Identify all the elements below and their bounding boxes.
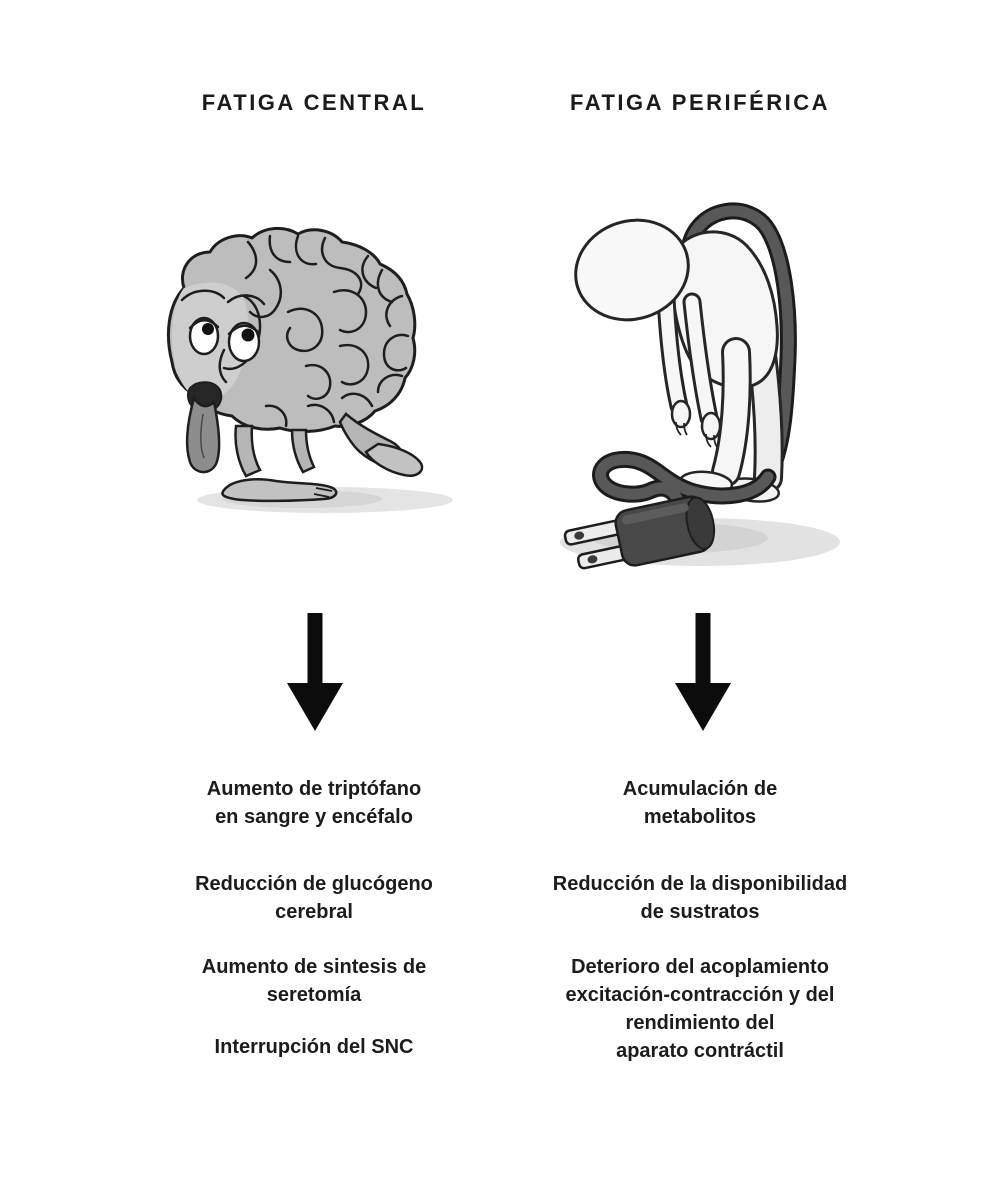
fatigue-cause-item <box>500 775 900 831</box>
item-line: Acumulación de <box>622 778 778 800</box>
column-title-central: FATIGA CENTRAL <box>201 90 427 115</box>
down-arrow-periferica <box>675 613 731 731</box>
brain-mouth-tongue <box>187 382 221 472</box>
item-line: Interrupción del SNC <box>214 1036 414 1058</box>
tired-brain-illustration <box>120 200 500 530</box>
item-line: seretomía <box>266 984 362 1006</box>
fatigue-cause-item <box>118 1033 510 1061</box>
item-line: cerebral <box>275 901 353 923</box>
item-line: rendimiento del <box>625 1012 775 1034</box>
item-line: aparato contráctil <box>616 1040 784 1062</box>
unplugged-figure-illustration <box>540 190 900 590</box>
item-line: excitación-contracción y del <box>565 984 835 1006</box>
item-line: en sangre y encéfalo <box>215 806 413 828</box>
fatigue-cause-item <box>118 953 510 1009</box>
fatigue-cause-item <box>500 953 900 1065</box>
column-title-periferica: FATIGA PERIFÉRICA <box>569 90 831 115</box>
item-line: Aumento de sintesis de <box>201 956 427 978</box>
fatigue-cause-item <box>500 870 900 926</box>
item-line: metabolitos <box>643 806 757 828</box>
item-line: Reducción de glucógeno <box>195 873 433 895</box>
item-line: Deterioro del acoplamiento <box>571 956 829 978</box>
fatigue-cause-item <box>118 775 510 831</box>
item-line: Aumento de triptófano <box>206 778 422 800</box>
item-line: Reducción de la disponibilidad <box>552 873 848 895</box>
item-line: de sustratos <box>640 901 760 923</box>
down-arrow-central <box>287 613 343 731</box>
fatigue-cause-item <box>118 870 510 926</box>
